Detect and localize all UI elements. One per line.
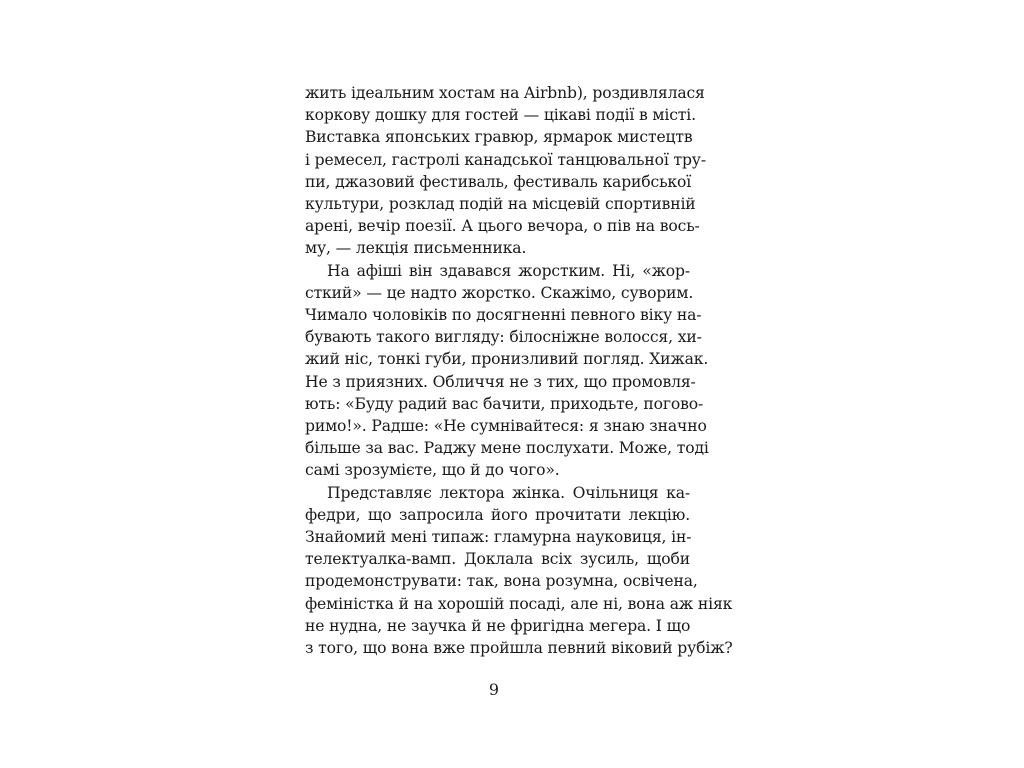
text-line: самі зрозумієте, що й до чого». [305, 461, 560, 480]
text-line: ють: «Буду радий вас бачити, приходьте, погово- [305, 394, 704, 413]
text-line: На афіші він здавався жорстким. Ні, «жор- [327, 261, 690, 280]
text-line: з того, що вона вже пройшла певний віковий рубіж? [305, 639, 733, 658]
paragraph-3 [305, 482, 733, 660]
text-line: і ремесел, гастролі канадської танцювальної тру- [305, 150, 706, 169]
text-line: Знайомий мені типаж: гламурна науковиця, ін- [305, 528, 692, 547]
page-number: 9 [488, 680, 500, 699]
text-line: феміністка й на хорошій посаді, але ні, вона аж ніяк [305, 594, 733, 613]
text-line: пи, джазовий фестиваль, фестиваль карибської [305, 172, 692, 191]
paragraph-2 [305, 260, 709, 482]
text-line: телектуалка-вамп. Доклала всіх зусиль, щоби [305, 550, 690, 569]
paragraph-1 [305, 82, 706, 260]
text-line: му, — лекція письменника. [305, 239, 527, 258]
text-line: жить ідеальним хостам на Airbnb), роздивлялася [305, 84, 705, 102]
text-line: продемонструвати: так, вона розумна, освічена, [305, 572, 698, 591]
text-line: Представляє лектора жінка. Очільниця ка- [327, 483, 690, 502]
text-line: арені, вечір поезії. А цього вечора, о пів на вось- [305, 217, 700, 236]
text-line: Виставка японських гравюр, ярмарок мистецтв [305, 128, 693, 147]
text-line: не нудна, не заучка й не фригідна мегера. І що [305, 616, 691, 635]
body-text [305, 82, 733, 659]
text-line: Чимало чоловіків по досягненні певного віку на- [305, 306, 702, 325]
text-line: римо!». Радше: «Не сумнівайтеся: я знаю значно [305, 417, 707, 436]
text-line: сткий» — це надто жорстко. Скажімо, суворим. [305, 283, 694, 302]
text-line: федри, що запросила його прочитати лекцію. [305, 505, 690, 524]
text-line: більше за вас. Раджу мене послухати. Може, тоді [305, 439, 709, 458]
text-line: коркову дошку для гостей — цікаві події в місті. [305, 106, 696, 125]
text-line: жий ніс, тонкі губи, пронизливий погляд. Хижак. [305, 350, 709, 369]
text-line: Не з приязних. Обличчя не з тих, що промовля- [305, 372, 696, 391]
text-line: бувають такого вигляду: білосніжне волосся, хи- [305, 328, 702, 347]
text-line: культури, розклад подій на місцевій спортивній [305, 195, 696, 214]
